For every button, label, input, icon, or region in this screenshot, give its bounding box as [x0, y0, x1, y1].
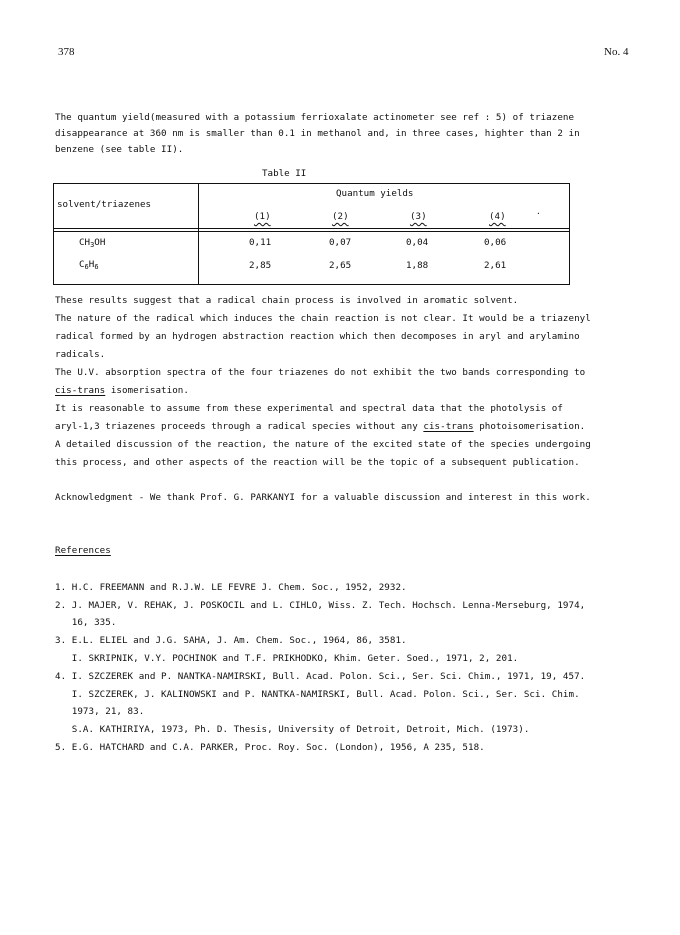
body-line: It is reasonable to assume from these experimental and spectral data that the photolysis of [55, 403, 563, 414]
reference-line: 1973, 21, 83. [55, 706, 145, 717]
table-column-header: (2) [332, 211, 349, 222]
table-row-solvent: $CH_3OH$ [79, 237, 106, 249]
table-cell: 0,11 [249, 237, 272, 248]
table-column-header: (4) [489, 211, 506, 222]
cis-trans-term: cis-trans [55, 385, 106, 396]
reference-line: 16, 335. [55, 617, 117, 628]
body-line: radicals. [55, 349, 106, 360]
body-line: aryl-1,3 triazenes proceeds through a radical species without any cis-trans photoisomerisation. [55, 421, 586, 432]
table-row-header: solvent/triazenes [57, 199, 152, 210]
issue-number: No. 4 [604, 46, 629, 58]
table-cell: 2,61 [484, 260, 507, 271]
table-column-header: (3) [410, 211, 427, 222]
table-divider-horizontal [53, 231, 570, 232]
cis-trans-term: cis-trans [423, 421, 474, 432]
table-cell: 0,04 [406, 237, 429, 248]
body-line: cis-trans isomerisation. [55, 385, 189, 396]
reference-line: 1. H.C. FREEMANN and R.J.W. LE FEVRE J. Chem. Soc., 1952, 2932. [55, 582, 407, 593]
table-cell: 0,07 [329, 237, 352, 248]
table-column-header: (1) [254, 211, 271, 222]
body-line: A detailed discussion of the reaction, the nature of the excited state of the species undergoing [55, 439, 591, 450]
table-group-header: Quantum yields [336, 188, 414, 199]
intro-line: The quantum yield(measured with a potassium ferrioxalate actinometer see ref : 5) of triazene [55, 112, 575, 123]
reference-line: I. SZCZEREK, J. KALINOWSKI and P. NANTKA-NAMIRSKI, Bull. Acad. Polon. Sci., Ser. Sci. Chim. [55, 689, 580, 700]
reference-line: 3. E.L. ELIEL and J.G. SAHA, J. Am. Chem. Soc., 1964, 86, 3581. [55, 635, 407, 646]
reference-line: 5. E.G. HATCHARD and C.A. PARKER, Proc. Roy. Soc. (London), 1956, A 235, 518. [55, 742, 485, 753]
body-line: The U.V. absorption spectra of the four triazenes do not exhibit the two bands corresponding to [55, 367, 586, 378]
reference-line: 2. J. MAJER, V. REHAK, J. POSKOCIL and L. CIHLO, Wiss. Z. Tech. Hochsch. Lenna-Merseburg, 1974, [55, 600, 586, 611]
acknowledgment: Acknowledgment - We thank Prof. G. PARKANYI for a valuable discussion and interest in this work. [55, 492, 591, 503]
table-cell: 0,06 [484, 237, 507, 248]
table-cell: 2,85 [249, 260, 272, 271]
reference-line: S.A. KATHIRIYA, 1973, Ph. D. Thesis, University of Detroit, Detroit, Mich. (1973). [55, 724, 530, 735]
body-line: The nature of the radical which induces the chain reaction is not clear. It would be a triazenyl [55, 313, 591, 324]
references-heading: References [55, 545, 111, 556]
page-number: 378 [58, 46, 75, 58]
table-caption: Table II [262, 168, 307, 179]
reference-line: I. SKRIPNIK, V.Y. POCHINOK and T.F. PRIKHODKO, Khim. Geter. Soed., 1971, 2, 201. [55, 653, 519, 664]
body-line: this process, and other aspects of the reaction will be the topic of a subsequent publication. [55, 457, 580, 468]
body-line: radical formed by an hydrogen abstraction reaction which then decomposes in aryl and arylamino [55, 331, 580, 342]
intro-line: disappearance at 360 nm is smaller than 0.1 in methanol and, in three cases, highter than 2 in [55, 128, 580, 139]
body-line: These results suggest that a radical chain process is involved in aromatic solvent. [55, 295, 519, 306]
table-cell: 1,88 [406, 260, 429, 271]
table-cell: 2,65 [329, 260, 352, 271]
intro-line: benzene (see table II). [55, 144, 184, 155]
table-divider-horizontal [53, 228, 570, 229]
table-divider-vertical [198, 183, 199, 284]
stray-mark: · [536, 209, 541, 218]
table-row-solvent: $C_6H_6$ [79, 259, 99, 271]
reference-line: 4. I. SZCZEREK and P. NANTKA-NAMIRSKI, Bull. Acad. Polon. Sci., Ser. Sci. Chim., 1971, 19, 457. [55, 671, 586, 682]
